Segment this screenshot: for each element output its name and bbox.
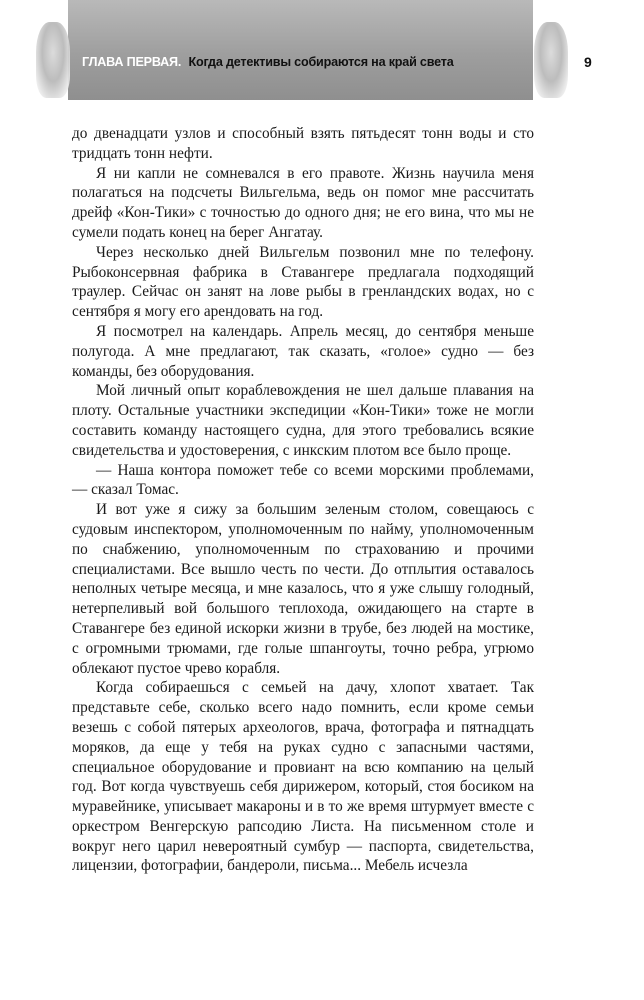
running-header (82, 55, 527, 69)
paragraph: до двенадцати узлов и способный взять пятьдесят тонн воды и сто тридцать тонн нефти. (72, 125, 534, 162)
chapter-separator: . (177, 55, 182, 69)
paragraph: Я посмотрел на календарь. Апрель месяц, до сентября меньше полугода. А мне предлагают, так сказать, «голое» судно — без команды, без оборудования. (72, 322, 534, 380)
paragraph: Когда собираешься с семьей на дачу, хлопот хватает. Так представьте себе, сколько всего надо помнить, если кроме семьи везешь с собой пятерых археологов, врача, фотографа и пятнадцать моряков, да еще у тебя на руках судно с запасными частями, специальное оборудование и провиант на всю компанию на целый год. Вот когда чувствуешь себя дирижером, который, стоя босиком на муравейнике, уписывает макароны и в то же время штурмует вместе с оркестром Венгерскую рапсодию Листа. На письменном столе и вокруг него царил невероятный сумбур — паспорта, свидетельства, лицензии, фотографии, бандероли, письма... Мебель исчезла (72, 679, 534, 875)
header-band (68, 0, 533, 100)
stone-head-ornament-right (534, 22, 568, 98)
paragraph: Мой личный опыт кораблевождения не шел дальше плавания на плоту. Остальные участники экспедиции «Кон-Тики» тоже не могли составить команду настоящего судна, для этого требовались всякие свидетельства и удостоверения, с инкским плотом все было проще. (72, 382, 534, 459)
body-text (72, 124, 534, 876)
paragraph: — Наша контора поможет тебе со всеми морскими проблемами, — сказал Томас. (72, 461, 534, 499)
paragraph: И вот уже я сижу за большим зеленым столом, совещаюсь с судовым инспектором, уполномоченным по найму, уполномоченным по снабжению, уполномоченным по страхованию и прочими специалистами. Все вышло честь по чести. До отплытия оставалось неполных четыре месяца, и мне казалось, что я уже слышу голодный, нетерпеливый вой большого теплохода, ожидающего на старте в Ставангере без единой искорки жизни в трубе, без людей на мостике, с огромными трюмами, где голые шпангоуты, точно ребра, угрюмо облекают пустое чрево корабля. (72, 501, 534, 677)
chapter-label: ГЛАВА ПЕРВАЯ (82, 55, 178, 69)
stone-head-ornament-left (36, 22, 70, 98)
page-number: 9 (584, 54, 592, 70)
paragraph: Я ни капли не сомневался в его правоте. Жизнь научила меня полагаться на подсчеты Вильгельма, ведь он помог мне рассчитать дрейф «Кон-Тики» с точностью до одного дня; не его вина, что мы не сумели подать конец на берег Ангатау. (72, 164, 534, 241)
chapter-title: Когда детективы собираются на край света (188, 55, 454, 69)
paragraph: Через несколько дней Вильгельм позвонил мне по телефону. Рыбоконсервная фабрика в Ставангере предлагала подходящий траулер. Сейчас он занят на лове рыбы в гренландских водах, но с сентября я могу его арендовать на год. (72, 243, 534, 321)
